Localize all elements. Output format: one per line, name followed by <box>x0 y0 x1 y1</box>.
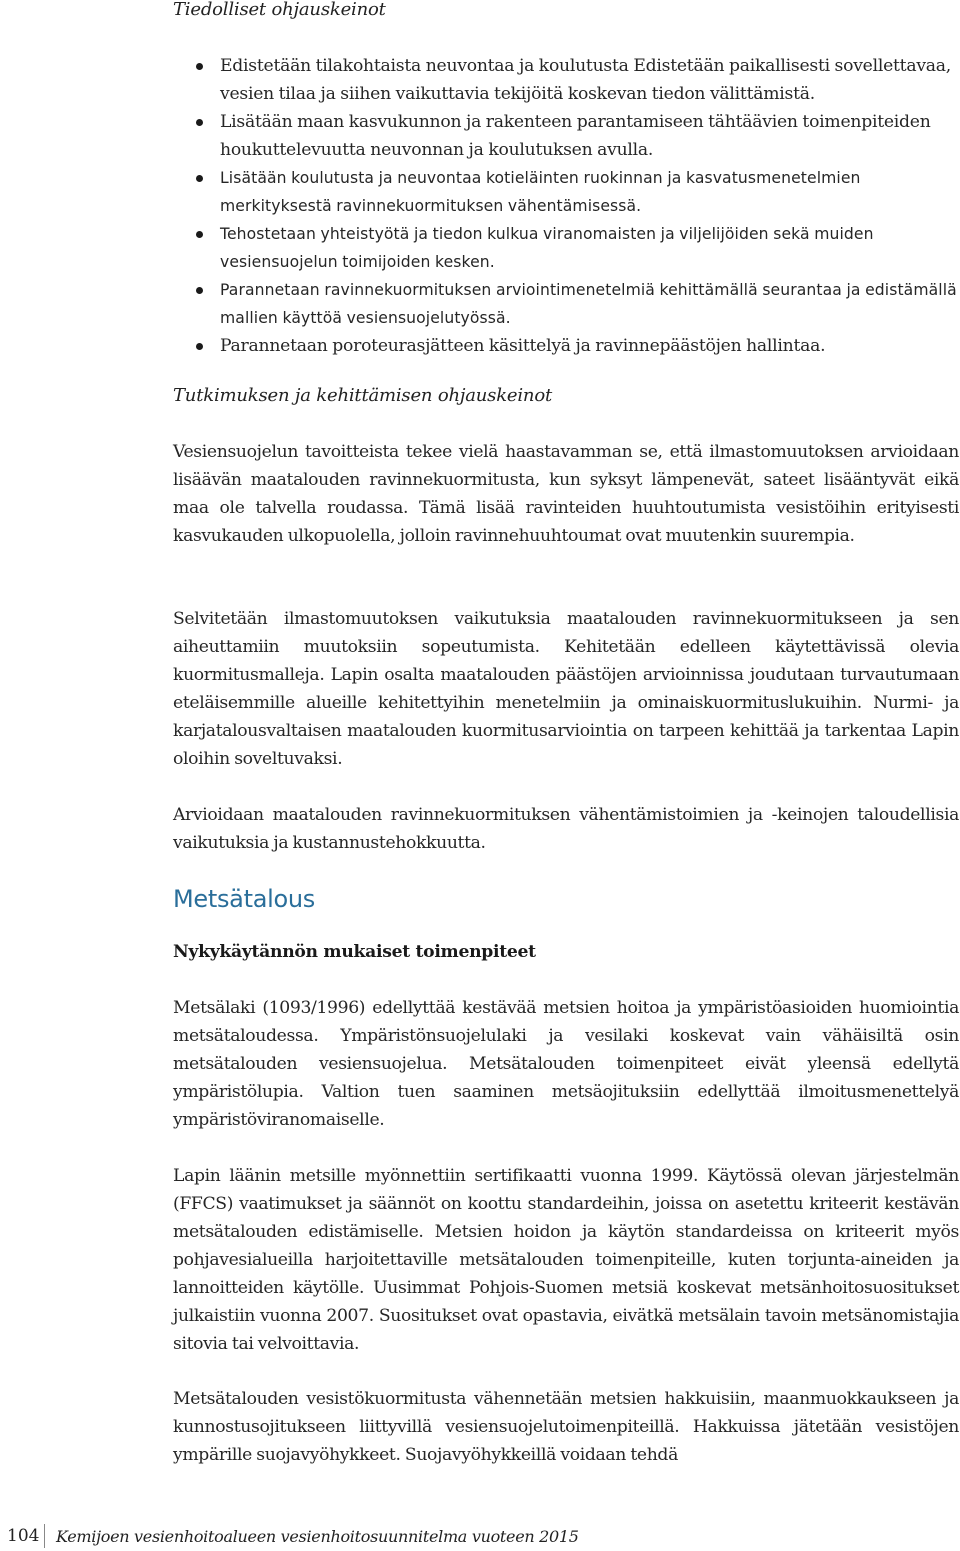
bullet-icon <box>196 119 203 126</box>
bullet-text: Parannetaan poroteurasjätteen käsittelyä ja ravinnepäästöjen hallintaa. <box>220 336 826 356</box>
bullet-item <box>173 220 959 276</box>
bullet-text: Lisätään koulutusta ja neuvontaa kotieläinten ruokinnan ja kasvatusmenetelmien merkityksestä ravinnekuormituksen vähentämisessä. <box>220 169 861 215</box>
paragraph-selvitetaan: Selvitetään ilmastomuutoksen vaikutuksia maatalouden ravinnekuormitukseen ja sen aiheuttamiin muutoksiin sopeutumista. Kehitetään edelleen käytettävissä olevia kuormitusmalleja. Lapin osalta maatalouden päästöjen arvioinnissa joudutaan turvautumaan eteläisemmille alueille kehitettyihin menetelmiin ja ominaiskuormituslukuihin. Nurmi- ja karjatalousvaltaisen maatalouden kuormitusarviointia on tarpeen kehittää ja tarkentaa Lapin oloihin soveltuvaksi. <box>173 609 959 769</box>
bullet-icon <box>196 175 203 182</box>
bullet-item <box>173 332 959 360</box>
footer-divider <box>44 1524 45 1548</box>
bullet-icon <box>196 287 203 294</box>
bullet-icon <box>196 231 203 238</box>
bullet-text: Tehostetaan yhteistyötä ja tiedon kulkua viranomaisten ja viljelijöiden sekä muiden vesiensuojelun toimijoiden kesken. <box>220 225 874 271</box>
heading-tutkimuksen-ohjauskeinot: Tutkimuksen ja kehittämisen ohjauskeinot <box>173 385 552 406</box>
bullet-text: Edistetään tilakohtaista neuvontaa ja koulutusta Edistetään paikallisesti sovellettavaa, vesien tilaa ja siihen vaikuttavia tekijöitä koskevan tiedon välittämistä. <box>220 56 952 104</box>
page-footer <box>0 1520 960 1548</box>
paragraph-sertifikaatti: Lapin läänin metsille myönnettiin sertifikaatti vuonna 1999. Käytössä olevan järjestelmän (FFCS) vaatimukset ja säännöt on koottu standardeihin, joissa on asetettu kriteerit kestävän metsätalouden edistämiselle. Metsien hoidon ja käytön standardeissa on kriteerit myös pohjavesialueilla harjoitettaville metsätalouden toimenpiteille, kuten torjunta-aineiden ja lannoitteiden käytölle. Uusimmat Pohjois-Suomen metsiä koskevat metsänhoitosuositukset julkaistiin vuonna 2007. Suositukset ovat opastavia, eivätkä metsälain tavoin metsänomistajia sitovia tai velvoittavia. <box>173 1166 959 1354</box>
heading-tiedolliset-ohjauskeinot: Tiedolliset ohjauskeinot <box>173 0 386 20</box>
paragraph-ilmastomuutos: Vesiensuojelun tavoitteista tekee vielä haastavamman se, että ilmastomuutoksen arvioidaan lisäävän maatalouden ravinnekuormitusta, kun syksyt lämpenevät, sateet lisääntyvät eikä maa ole talvella roudassa. Tämä lisää ravinteiden huuhtoutumista vesistöihin erityisesti kasvukauden ulkopuolella, jolloin ravinnehuuhtoumat ovat muutenkin suurempia. <box>173 442 959 546</box>
bullet-text: Parannetaan ravinnekuormituksen arviointimenetelmiä kehittämällä seurantaa ja edistämällä mallien käyttöä vesiensuojelutyössä. <box>220 281 957 327</box>
bullet-item <box>173 52 959 108</box>
paragraph-arvioidaan: Arvioidaan maatalouden ravinnekuormituksen vähentämistoimien ja -keinojen taloudellisia vaikutuksia ja kustannustehokkuutta. <box>173 805 959 853</box>
subsection-title: Nykykäytännön mukaiset toimenpiteet <box>173 942 536 962</box>
paragraph-metsalaki: Metsälaki (1093/1996) edellyttää kestävää metsien hoitoa ja ympäristöasioiden huomiointia metsätaloudessa. Ympäristönsuojelulaki ja vesilaki koskevat vain vähäisiltä osin metsätalouden vesiensuojelua. Metsätalouden toimenpiteet eivät yleensä edellytä ympäristölupia. Valtion tuen saaminen metsäojituksiin edellyttää ilmoitusmenettelyä ympäristöviranomaiselle. <box>173 998 959 1130</box>
bullet-item <box>173 164 959 220</box>
bullet-list-tiedolliset <box>173 52 959 360</box>
section-title-metsatalous: Metsätalous <box>173 885 315 913</box>
bullet-item <box>173 108 959 164</box>
footer-title: Kemijoen vesienhoitoalueen vesienhoitosuunnitelma vuoteen 2015 <box>56 1527 579 1546</box>
bullet-icon <box>196 343 203 350</box>
bullet-item <box>173 276 959 332</box>
page-number: 104 <box>7 1526 40 1546</box>
bullet-icon <box>196 63 203 70</box>
paragraph-vesistokuormitus: Metsätalouden vesistökuormitusta vähennetään metsien hakkuisiin, maanmuokkaukseen ja kunnostusojitukseen liittyvillä vesiensuojelutoimenpiteillä. Hakkuissa jätetään vesistöjen ympärille suojavyöhykkeet. Suojavyöhykkeillä voidaan tehdä <box>173 1389 959 1465</box>
bullet-text: Lisätään maan kasvukunnon ja rakenteen parantamiseen tähtäävien toimenpiteiden houkuttelevuutta neuvonnan ja koulutuksen avulla. <box>220 112 931 160</box>
